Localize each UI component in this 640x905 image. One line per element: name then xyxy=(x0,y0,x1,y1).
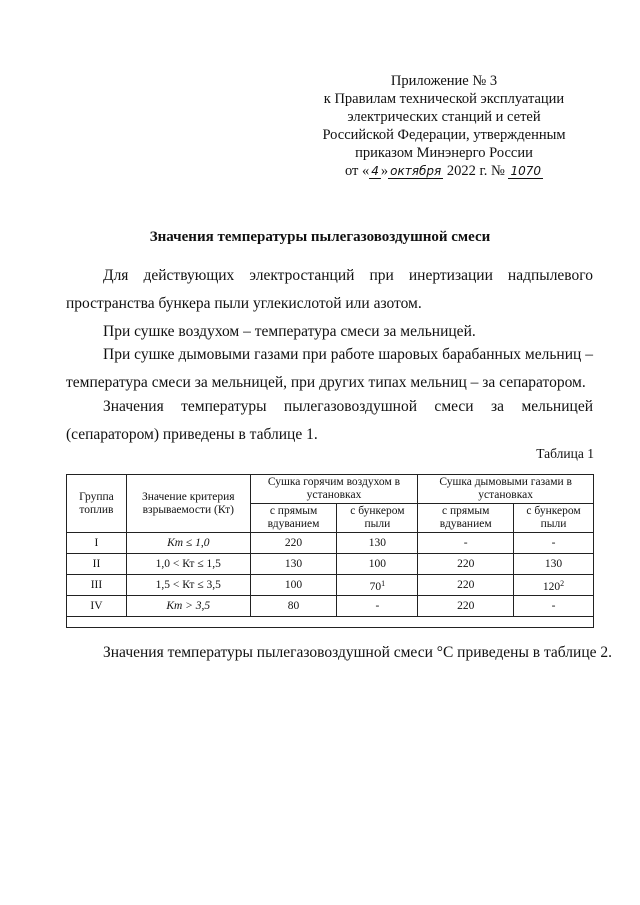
temperature-table xyxy=(66,474,594,628)
table-row: II 1,0 < Кт ≤ 1,5 130 100 220 130 xyxy=(67,554,594,575)
footnote-mark: 1 xyxy=(381,578,386,588)
table-row: IV Кт > 3,5 80 - 220 - xyxy=(67,596,594,617)
appendix-line-federation: Российской Федерации, утвержденным xyxy=(322,127,566,143)
header-gas-drying: Сушка дымовыми газами в установках xyxy=(418,475,594,504)
paragraph-1: Для действующих электростанций при инертизации надпылевого пространства бункера пыли углекислотой или азотом. xyxy=(66,267,593,312)
table-blank-row xyxy=(67,617,594,628)
appendix-line-stations: электрических станций и сетей xyxy=(347,109,541,125)
appendix-date-line: от « 4 » октября 2022 г. № 1070 xyxy=(344,163,542,179)
table-header-row xyxy=(67,475,594,504)
footer-note: Значения температуры пылегазовоздушной смеси °С приведены в таблице 2. xyxy=(103,644,612,661)
header-criterion: Значение критерия взрываемости (Кт) xyxy=(126,475,250,533)
handwritten-day: 4 xyxy=(371,164,379,178)
handwritten-order-number: 1070 xyxy=(510,164,542,178)
paragraph-2: При сушке воздухом – температура смеси за мельницей. xyxy=(103,323,476,340)
subheader-air-bunker: с бункером пыли xyxy=(337,504,418,533)
paragraph-4: Значения температуры пылегазовоздушной смеси за мельницей (сепаратором) приведены в таблице 1. xyxy=(66,398,593,443)
page-title: Значения температуры пылегазовоздушной смеси xyxy=(149,229,491,245)
handwritten-month: октября xyxy=(390,164,442,178)
appendix-header xyxy=(304,72,584,180)
table-row: I Кт ≤ 1,0 220 130 - - xyxy=(67,533,594,554)
footnote-mark: 2 xyxy=(560,578,565,588)
table-caption: Таблица 1 xyxy=(536,446,594,461)
subheader-gas-bunker: с бункером пыли xyxy=(514,504,594,533)
subheader-air-direct: с прямым вдуванием xyxy=(250,504,337,533)
header-air-drying: Сушка горячим воздухом в установках xyxy=(250,475,418,504)
subheader-gas-direct: с прямым вдуванием xyxy=(418,504,514,533)
table-row: III 1,5 < Кт ≤ 3,5 100 $70^1$ 220 $120^2$ xyxy=(67,575,594,596)
header-group: Группа топлив xyxy=(67,475,127,533)
paragraph-3: При сушке дымовыми газами при работе шаровых барабанных мельниц – температура смеси за мельницей, при других типах мельниц – за сепаратором. xyxy=(66,346,593,391)
appendix-number: Приложение № 3 xyxy=(390,73,498,89)
appendix-line-order: приказом Минэнерго России xyxy=(355,145,533,161)
appendix-line-rules: к Правилам технической эксплуатации xyxy=(323,91,565,107)
